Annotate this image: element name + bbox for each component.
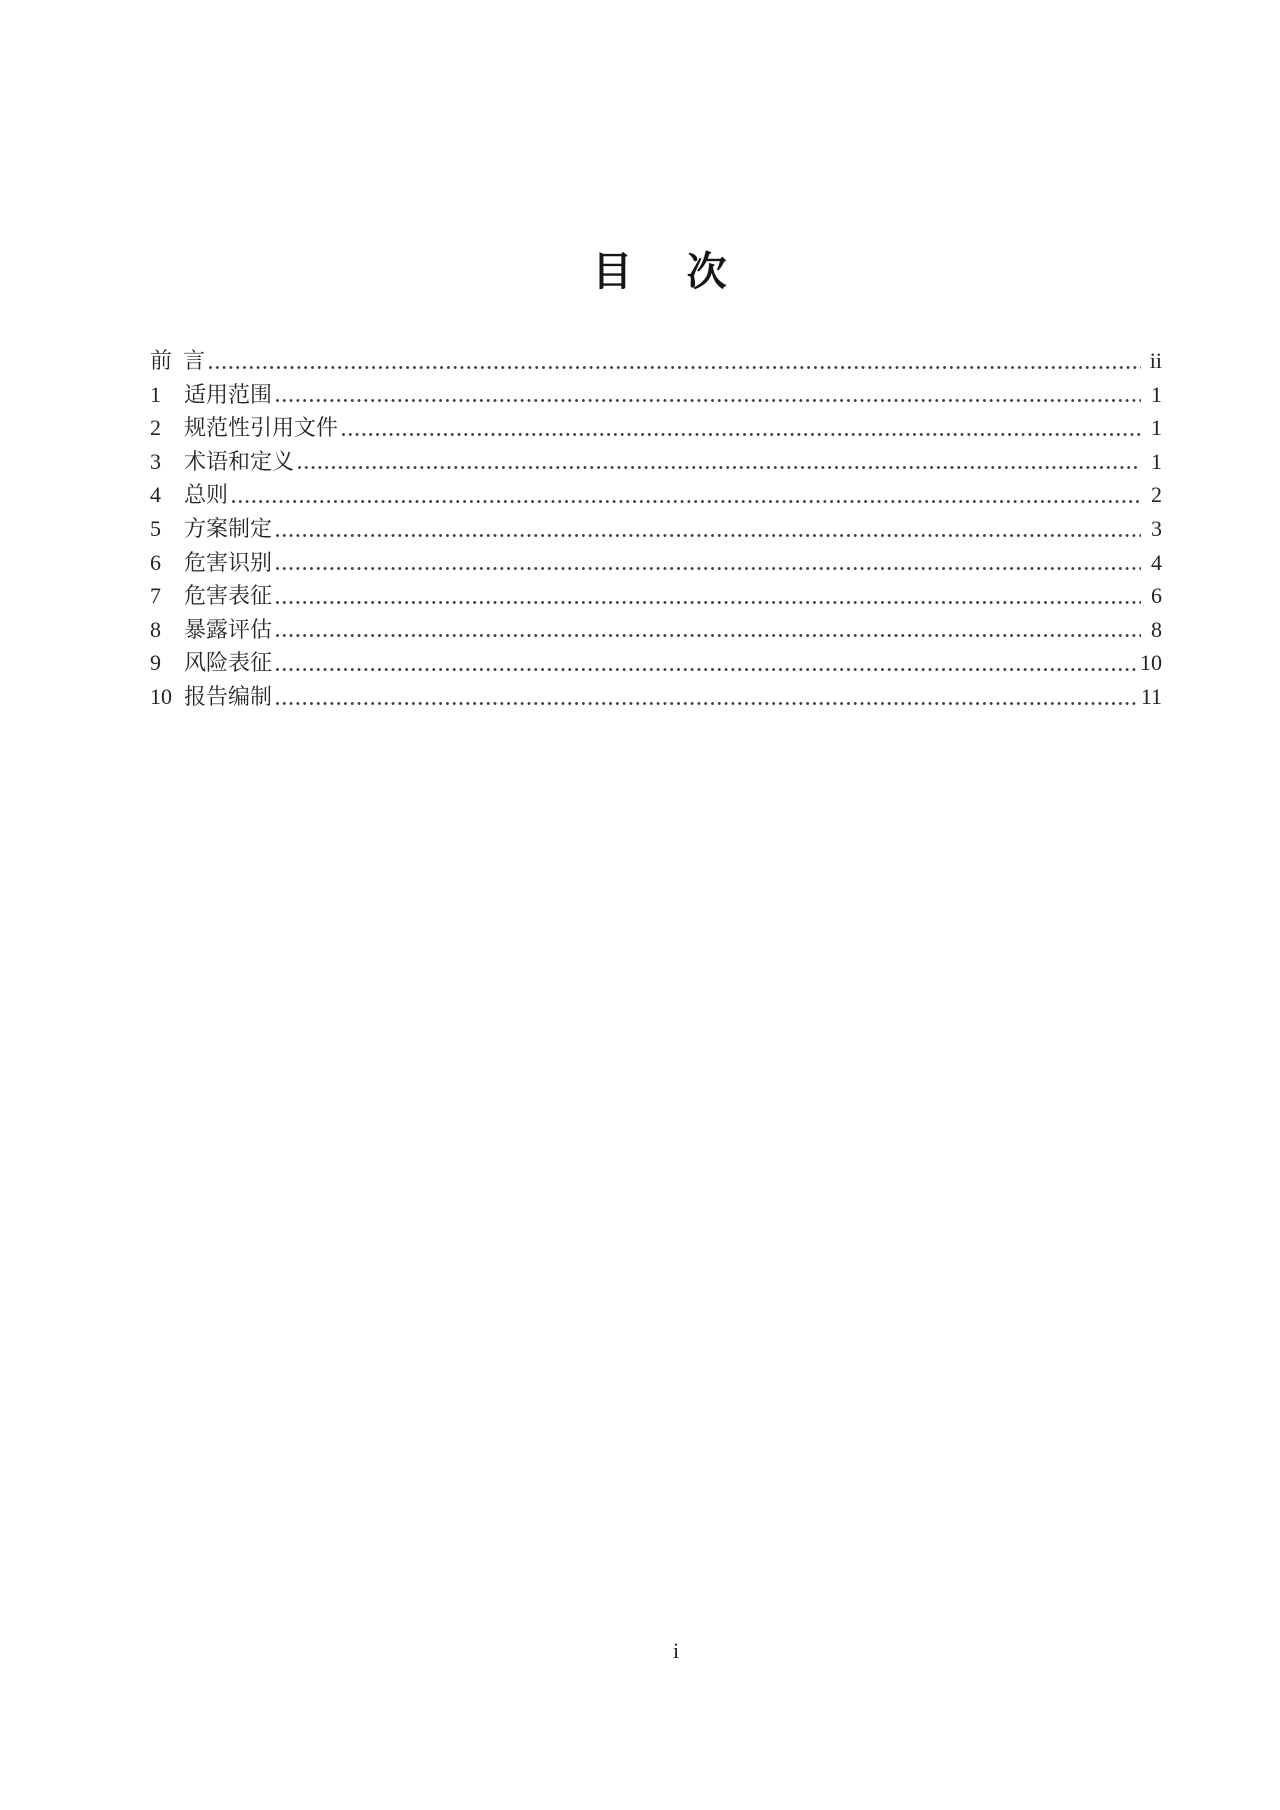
- toc-entry-number: 10: [150, 683, 172, 709]
- toc-entry: [150, 378, 1162, 412]
- toc-entry: [150, 344, 1162, 378]
- dot-leader: [276, 702, 1138, 705]
- toc-list: [150, 344, 1162, 714]
- toc-entry-page: 2: [1151, 482, 1162, 508]
- toc-entry-number: 4: [150, 482, 161, 508]
- toc-entry-label: 规范性引用文件: [184, 415, 339, 441]
- toc-entry: [150, 546, 1162, 580]
- toc-entry-page: 1: [1151, 381, 1162, 407]
- dot-leader: [276, 634, 1141, 637]
- toc-entry-page: 3: [1151, 515, 1162, 541]
- dot-leader: [342, 433, 1141, 436]
- toc-entry-number: 6: [150, 549, 161, 575]
- toc-entry-number: 5: [150, 515, 161, 541]
- toc-entry: [150, 646, 1162, 680]
- toc-entry: [150, 680, 1162, 714]
- dot-leader: [276, 399, 1141, 402]
- toc-entry-label: 总则: [184, 482, 229, 508]
- footer-page-number: i: [672, 1638, 680, 1663]
- dot-leader: [232, 500, 1141, 503]
- toc-entry-number: 9: [150, 650, 161, 676]
- toc-entry-number: 7: [150, 583, 161, 609]
- toc-entry: [150, 579, 1162, 613]
- toc-entry-number: 1: [150, 381, 161, 407]
- toc-entry-label: 术语和定义: [184, 448, 295, 474]
- dot-leader: [298, 466, 1141, 469]
- toc-entry-page: 6: [1151, 583, 1162, 609]
- toc-entry-number: 8: [150, 616, 161, 642]
- dot-leader: [276, 567, 1141, 570]
- toc-entry: [150, 512, 1162, 546]
- toc-entry-label: 暴露评估: [184, 616, 273, 642]
- toc-entry-page: 11: [1140, 683, 1162, 709]
- toc-entry-page: 8: [1151, 616, 1162, 642]
- toc-entry-page: 1: [1151, 448, 1162, 474]
- toc-entry-label: 危害识别: [184, 549, 273, 575]
- toc-entry: [150, 613, 1162, 647]
- toc-entry-number: 3: [150, 448, 161, 474]
- toc-entry-label: 报告编制: [184, 683, 273, 709]
- dot-leader: [276, 668, 1137, 671]
- toc-entry-page: 4: [1151, 549, 1162, 575]
- toc-entry-page: 1: [1151, 415, 1162, 441]
- toc-entry-page: ii: [1149, 348, 1162, 373]
- toc-entry-label: 危害表征: [184, 583, 273, 609]
- dot-leader: [209, 366, 1141, 369]
- toc-entry: [150, 411, 1162, 445]
- dot-leader: [276, 534, 1141, 537]
- dot-leader: [276, 601, 1141, 604]
- toc-entry: [150, 445, 1162, 479]
- toc-entry-label: 适用范围: [184, 381, 273, 407]
- page-title: 目 次: [592, 250, 734, 294]
- toc-entry-number: 2: [150, 415, 161, 441]
- toc-entry-label: 前 言: [150, 348, 206, 373]
- toc-entry-page: 10: [1140, 650, 1162, 676]
- toc-entry-label: 风险表征: [184, 650, 273, 676]
- toc-entry: [150, 478, 1162, 512]
- toc-entry-label: 方案制定: [184, 515, 273, 541]
